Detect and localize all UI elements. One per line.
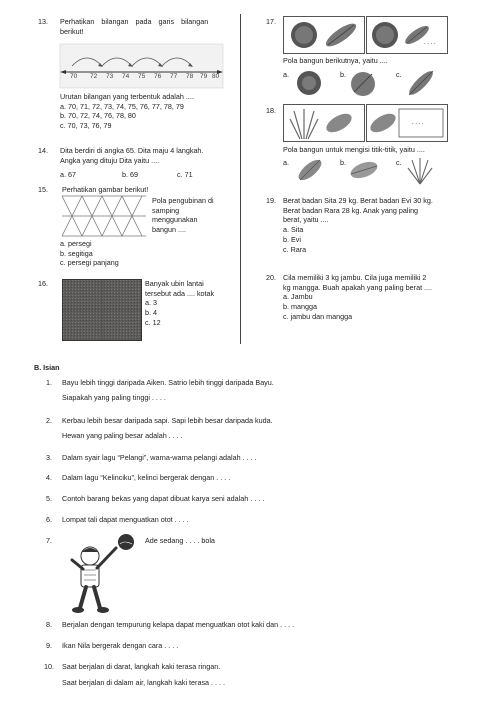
question-text-line: Angka yang dituju Dita yaitu .... bbox=[60, 155, 160, 165]
item-text-line: Hewan yang paling besar adalah . . . . bbox=[62, 431, 183, 440]
question-text-line: Berat badan Rara 28 kg. Anak yang paling bbox=[283, 205, 419, 215]
tick-label: 78 bbox=[186, 73, 194, 80]
item-number: 2. bbox=[46, 416, 52, 425]
question-text: Pola bangun berikutnya, yaitu .... bbox=[283, 56, 388, 65]
item-number: 7. bbox=[46, 536, 52, 545]
answer-option: b. segitiga bbox=[60, 248, 93, 258]
answer-option: b. 69 bbox=[122, 170, 138, 179]
question-prompt-line: Perhatikan bilangan pada garis bilangan bbox=[60, 17, 209, 26]
grass-leaf-pattern bbox=[284, 105, 364, 141]
item-text-line: Saat berjalan di darat, langkah kaki terasa ringan. bbox=[62, 662, 221, 671]
item-text-line: Ikan Nila bergerak dengan cara . . . . bbox=[62, 641, 179, 650]
question-side-line: Pola pengubinan di bbox=[152, 196, 214, 205]
item-text-line: Ade sedang . . . . bola bbox=[145, 536, 215, 545]
tick-label: 80 bbox=[212, 73, 220, 80]
pattern-box bbox=[366, 16, 448, 54]
item-number: 10. bbox=[44, 662, 54, 671]
question-prompt: Perhatikan gambar berikut! bbox=[62, 185, 149, 194]
option-b-leaf-icon bbox=[348, 156, 380, 184]
question-text-line: kg mangga. Buah apakah yang paling berat .... bbox=[283, 282, 433, 292]
item-number: 4. bbox=[46, 473, 52, 482]
tick-label: 77 bbox=[170, 73, 178, 80]
question-number: 15. bbox=[38, 185, 48, 194]
tick-label: 73 bbox=[106, 73, 114, 80]
item-text-line: Lompat tali dapat menguatkan otot . . . . bbox=[62, 515, 189, 524]
item-text-line: Bayu lebih tinggi daripada Aiken. Satrio lebih tinggi daripada Bayu. bbox=[62, 378, 274, 387]
answer-option: b. mangga bbox=[283, 302, 317, 312]
option-a-leaf-icon bbox=[294, 156, 326, 184]
tick-label: 70 bbox=[70, 73, 78, 80]
item-number: 5. bbox=[46, 494, 52, 503]
question-side-line: Banyak ubin lantai bbox=[145, 279, 204, 288]
pattern-box bbox=[283, 104, 365, 142]
question-number: 16. bbox=[38, 279, 48, 288]
question-side-line: bangun .... bbox=[152, 225, 186, 235]
section-title: B. Isian bbox=[34, 363, 60, 372]
answer-option: c. jambu dan mangga bbox=[283, 311, 353, 321]
question-prompt-line: berikut! bbox=[60, 26, 84, 36]
option-label: a. bbox=[283, 70, 289, 79]
question-text-line: Berat badan Sita 29 kg. Berat badan Evi 30 kg. bbox=[283, 196, 433, 205]
answer-option: a. 67 bbox=[60, 170, 76, 179]
option-b-shell-icon bbox=[346, 68, 380, 98]
answer-option: c. persegi panjang bbox=[60, 258, 119, 268]
question-text-line: berat, yaitu .... bbox=[283, 215, 329, 225]
question-text: Urutan bilangan yang terbentuk adalah .... bbox=[60, 92, 194, 101]
pattern-box bbox=[283, 16, 365, 54]
item-text-line: Dalam lagu “Kelinciku”, kelinci bergerak dengan . . . . bbox=[62, 473, 231, 482]
item-number: 3. bbox=[46, 453, 52, 462]
question-side-line: tersebut ada .... kotak bbox=[145, 288, 215, 298]
option-c-leaf-icon bbox=[404, 68, 438, 98]
answer-option: b. 70, 72, 74, 76, 78, 80 bbox=[60, 111, 136, 121]
option-label: b. bbox=[340, 158, 346, 167]
option-label: a. bbox=[283, 158, 289, 167]
question-text-line: Dita berdiri di angka 65. Dita maju 4 langkah. bbox=[60, 146, 204, 155]
answer-option: c. 70, 73, 76, 79 bbox=[60, 121, 112, 131]
question-text-line: Cila memiliki 3 kg jambu. Cila juga memiliki 2 bbox=[283, 273, 427, 282]
number-line-figure bbox=[60, 44, 223, 88]
floor-tile-svg bbox=[63, 280, 141, 340]
item-text-line: Kerbau lebih besar daripada sapi. Sapi lebih besar daripada kuda. bbox=[62, 416, 273, 425]
missing-dots: . . . . bbox=[412, 120, 424, 126]
question-number: 17. bbox=[266, 17, 276, 26]
child-throwing-ball-image bbox=[60, 532, 138, 614]
answer-option: c. Rara bbox=[283, 244, 307, 254]
answer-option: c. 12 bbox=[145, 317, 161, 327]
shell-leaf-pattern bbox=[284, 17, 364, 53]
option-label: c. bbox=[396, 158, 402, 167]
tick-label: 72 bbox=[90, 73, 98, 80]
answer-option: c. 71 bbox=[177, 170, 193, 179]
item-number: 9. bbox=[46, 641, 52, 650]
answer-option: b. 4 bbox=[145, 308, 157, 318]
item-number: 8. bbox=[46, 620, 52, 629]
pattern-box bbox=[366, 104, 448, 142]
floor-tile-image bbox=[62, 279, 142, 341]
question-number: 20. bbox=[266, 273, 276, 282]
question-number: 14. bbox=[38, 146, 48, 155]
question-number: 19. bbox=[266, 196, 276, 205]
item-text-line: Siapakah yang paling tinggi . . . . bbox=[62, 393, 166, 402]
item-text-line: Saat berjalan di dalam air, langkah kaki terasa . . . . bbox=[62, 678, 226, 687]
tick-label: 76 bbox=[154, 73, 162, 80]
question-side-line: samping bbox=[152, 205, 180, 215]
answer-option: b. Evi bbox=[283, 234, 301, 244]
question-text: Pola bangun untuk mengisi titik-titik, yaitu .... bbox=[283, 145, 425, 154]
column-divider bbox=[240, 14, 241, 344]
option-a-shell-icon bbox=[292, 68, 326, 98]
option-c-grass-icon bbox=[404, 156, 436, 184]
missing-dots: . . . . bbox=[424, 40, 436, 46]
tick-label: 79 bbox=[200, 73, 208, 80]
grass-leaf-pattern bbox=[367, 105, 447, 141]
item-number: 6. bbox=[46, 515, 52, 524]
shell-leaf-pattern bbox=[367, 17, 447, 53]
item-number: 1. bbox=[46, 378, 52, 387]
answer-option: a. Jambu bbox=[283, 292, 313, 302]
item-text-line: Berjalan dengan tempurung kelapa dapat menguatkan otot kaki dan . . . . bbox=[62, 620, 295, 629]
item-text-line: Dalam syair lagu “Pelangi”, warna-warna pelangi adalah . . . . bbox=[62, 453, 257, 462]
option-label: b. bbox=[340, 70, 346, 79]
question-number: 13. bbox=[38, 17, 48, 26]
tick-label: 74 bbox=[122, 73, 130, 80]
answer-option: a. persegi bbox=[60, 239, 92, 248]
option-label: c. bbox=[396, 70, 402, 79]
answer-option: a. Sita bbox=[283, 225, 304, 235]
item-text-line: Contoh barang bekas yang dapat dibuat karya seni adalah . . . . bbox=[62, 494, 265, 503]
tick-label: 75 bbox=[138, 73, 146, 80]
answer-option: a. 3 bbox=[145, 298, 157, 308]
triangle-tiling-figure bbox=[62, 196, 146, 236]
question-side-line: menggunakan bbox=[152, 215, 198, 225]
answer-option: a. 70, 71, 72, 73, 74, 75, 76, 77, 78, 79 bbox=[60, 101, 184, 111]
question-number: 18. bbox=[266, 106, 276, 115]
